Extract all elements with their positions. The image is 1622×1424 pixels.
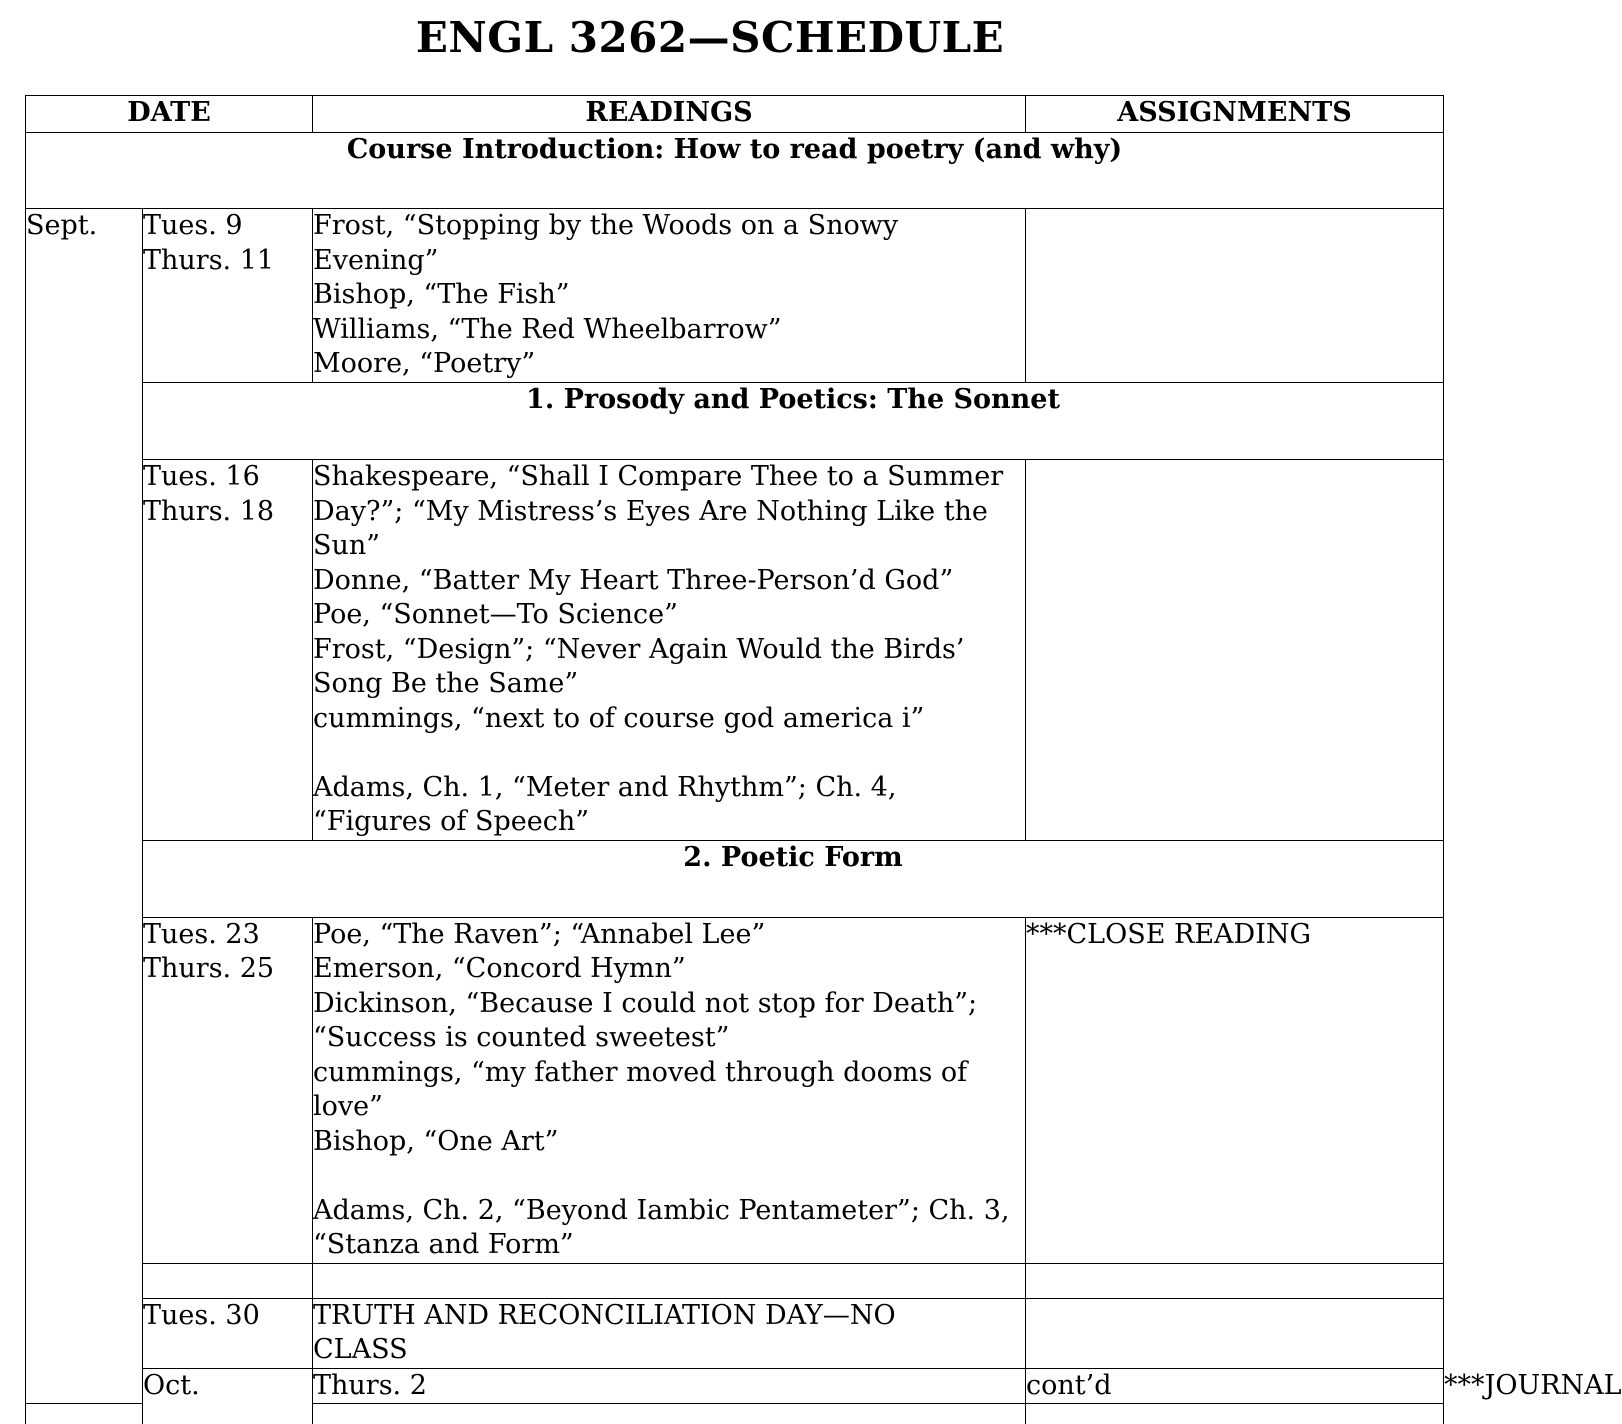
reading-line: Moore, “Poetry”	[313, 347, 1025, 382]
reading-line: Donne, “Batter My Heart Three-Person’d God”	[313, 564, 1025, 599]
reading-line: Day?”; “My Mistress’s Eyes Are Nothing Like the	[313, 495, 1025, 530]
date-cell	[26, 1404, 143, 1424]
date-cell	[313, 1368, 1026, 1404]
reading-line: Sun”	[313, 529, 1025, 564]
section-row-1	[26, 383, 1444, 460]
readings-cell	[313, 1298, 1026, 1368]
date-line: Thurs. 25	[143, 952, 312, 987]
reading-line: Bishop, “One Art”	[313, 1125, 1025, 1160]
reading-line: TRUTH AND RECONCILIATION DAY—NO	[313, 1299, 1025, 1334]
assignment-cell	[1026, 1404, 1444, 1424]
table-row-empty	[26, 1263, 1444, 1298]
reading-line: “Success is counted sweetest”	[313, 1021, 1025, 1056]
readings-cell	[313, 917, 1026, 1263]
reading-line: Shakespeare, “Shall I Compare Thee to a Summer	[313, 460, 1025, 495]
month-cell-oct: Oct.	[143, 1368, 313, 1424]
date-line: Tues. 30	[143, 1299, 312, 1334]
section-heading-intro: Course Introduction: How to read poetry (and why)	[26, 133, 1444, 209]
reading-line: “Figures of Speech”	[313, 805, 1025, 840]
table-row	[26, 209, 1444, 383]
reading-line: love”	[313, 1090, 1025, 1125]
reading-line: Song Be the Same”	[313, 667, 1025, 702]
reading-line: cont’d	[1026, 1369, 1443, 1404]
date-cell	[143, 1263, 313, 1298]
reading-line: cummings, “my father moved through dooms of	[313, 1056, 1025, 1091]
table-row	[26, 1298, 1444, 1368]
date-line: Thurs. 18	[143, 495, 312, 530]
blank-line	[313, 1159, 1025, 1194]
readings-cell	[313, 1404, 1026, 1424]
section-row-2	[26, 840, 1444, 917]
table-row	[26, 917, 1444, 1263]
readings-header: READINGS	[313, 96, 1026, 133]
readings-cell	[313, 1263, 1026, 1298]
reading-line: CLASS	[313, 1333, 1025, 1368]
date-line: Tues. 23	[143, 918, 312, 953]
reading-line: Poe, “The Raven”; “Annabel Lee”	[313, 918, 1025, 953]
assignments-header: ASSIGNMENTS	[1026, 96, 1444, 133]
assignment-cell: ***CLOSE READING	[1026, 917, 1444, 1263]
section-heading-2: 2. Poetic Form	[143, 840, 1444, 917]
reading-line: Bishop, “The Fish”	[313, 278, 1025, 313]
assignment-cell	[1026, 209, 1444, 383]
schedule-table	[25, 95, 1444, 1424]
reading-line: Poe, “Sonnet—To Science”	[313, 598, 1025, 633]
reading-line: Emerson, “Concord Hymn”	[313, 952, 1025, 987]
assignment-cell	[1026, 1298, 1444, 1368]
readings-cell	[313, 209, 1026, 383]
reading-line: cummings, “next to of course god america i”	[313, 702, 1025, 737]
assignment-cell	[1026, 1263, 1444, 1298]
date-line: Thurs. 11	[143, 244, 312, 279]
document-title: ENGL 3262—SCHEDULE	[0, 10, 1420, 66]
reading-line: Adams, Ch. 2, “Beyond Iambic Pentameter”; Ch. 3,	[313, 1194, 1025, 1229]
date-line: Thurs. 2	[313, 1369, 1025, 1404]
date-cell	[143, 1298, 313, 1368]
table-row	[26, 460, 1444, 841]
blank-line	[313, 736, 1025, 771]
month-cell-sept: Sept.	[26, 209, 143, 1404]
date-header: DATE	[26, 96, 313, 133]
assignment-cell	[1026, 460, 1444, 841]
section-row-intro	[26, 133, 1444, 209]
date-cell	[143, 209, 313, 383]
reading-line: Dickinson, “Because I could not stop for Death”;	[313, 987, 1025, 1022]
readings-cell	[313, 460, 1026, 841]
date-cell	[143, 460, 313, 841]
date-line: Tues. 16	[143, 460, 312, 495]
date-cell	[143, 917, 313, 1263]
header-row	[26, 96, 1444, 133]
reading-line: Adams, Ch. 1, “Meter and Rhythm”; Ch. 4,	[313, 771, 1025, 806]
table-row: Oct. Thurs. 2 cont’d ***JOURNAL	[26, 1368, 1444, 1404]
reading-line: Frost, “Design”; “Never Again Would the Birds’	[313, 633, 1025, 668]
date-line: Tues. 9	[143, 209, 312, 244]
section-heading-1: 1. Prosody and Poetics: The Sonnet	[143, 383, 1444, 460]
reading-line: “Stanza and Form”	[313, 1228, 1025, 1263]
readings-cell	[1026, 1368, 1444, 1404]
reading-line: Williams, “The Red Wheelbarrow”	[313, 313, 1025, 348]
reading-line: Evening”	[313, 244, 1025, 279]
reading-line: Frost, “Stopping by the Woods on a Snowy	[313, 209, 1025, 244]
